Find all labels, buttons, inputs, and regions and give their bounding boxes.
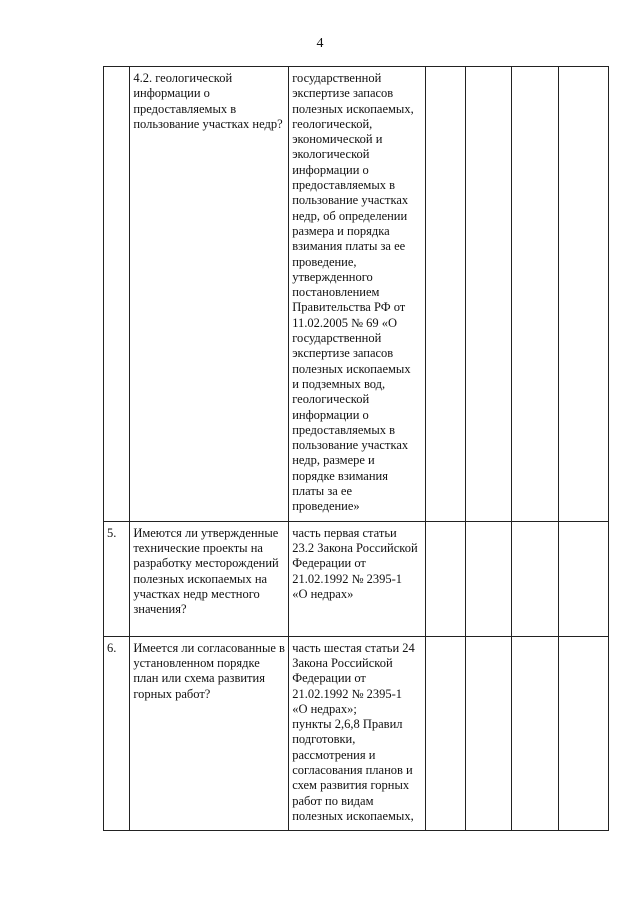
answer-cell-no <box>466 67 512 522</box>
question-cell: Имеется ли согласованные в установленном порядке план или схема развития горных работ? <box>130 636 289 831</box>
notes-cell <box>559 521 609 636</box>
notes-cell <box>559 636 609 831</box>
answer-cell-yes <box>425 521 465 636</box>
answer-cell-na <box>511 521 559 636</box>
answer-cell-yes <box>425 67 465 522</box>
legal-basis-cell: часть шестая статьи 24 Закона Российской Федерации от 21.02.1992 № 2395-1 «О недрах»; пункты 2,6,8 Правил подготовки, рассмотрения и согласования планов и схем развития горных работ по видам полезных ископаемых, <box>289 636 426 831</box>
item-number-cell: 5. <box>104 521 130 636</box>
answer-cell-no <box>466 636 512 831</box>
table-row <box>104 521 609 636</box>
notes-cell <box>559 67 609 522</box>
page-number: 4 <box>316 36 324 51</box>
item-number-cell: 6. <box>104 636 130 831</box>
table-row <box>104 636 609 831</box>
question-cell: Имеются ли утвержденные технические проекты на разработку месторождений полезных ископаемых на участках недр местного значения? <box>130 521 289 636</box>
question-cell: 4.2. геологической информации о предоставляемых в пользование участках недр? <box>130 67 289 522</box>
checklist-table <box>103 66 609 831</box>
answer-cell-yes <box>425 636 465 831</box>
item-number-cell <box>104 67 130 522</box>
answer-cell-no <box>466 521 512 636</box>
answer-cell-na <box>511 636 559 831</box>
legal-basis-cell: часть первая статьи 23.2 Закона Российской Федерации от 21.02.1992 № 2395-1 «О недрах» <box>289 521 426 636</box>
table-row <box>104 67 609 522</box>
legal-basis-cell: государственной экспертизе запасов полезных ископаемых, геологической, экономической и экологической информации о предоставляемых в пользование участках недр, об определении размера и порядка взимания платы за ее проведение, утвержденного постановлением Правительства РФ от 11.02.2005 № 69 «О государственной экспертизе запасов полезных ископаемых и подземных вод, геологической информации о предоставляемых в пользование участках недр, размере и порядке взимания платы за ее проведение» <box>289 67 426 522</box>
answer-cell-na <box>511 67 559 522</box>
